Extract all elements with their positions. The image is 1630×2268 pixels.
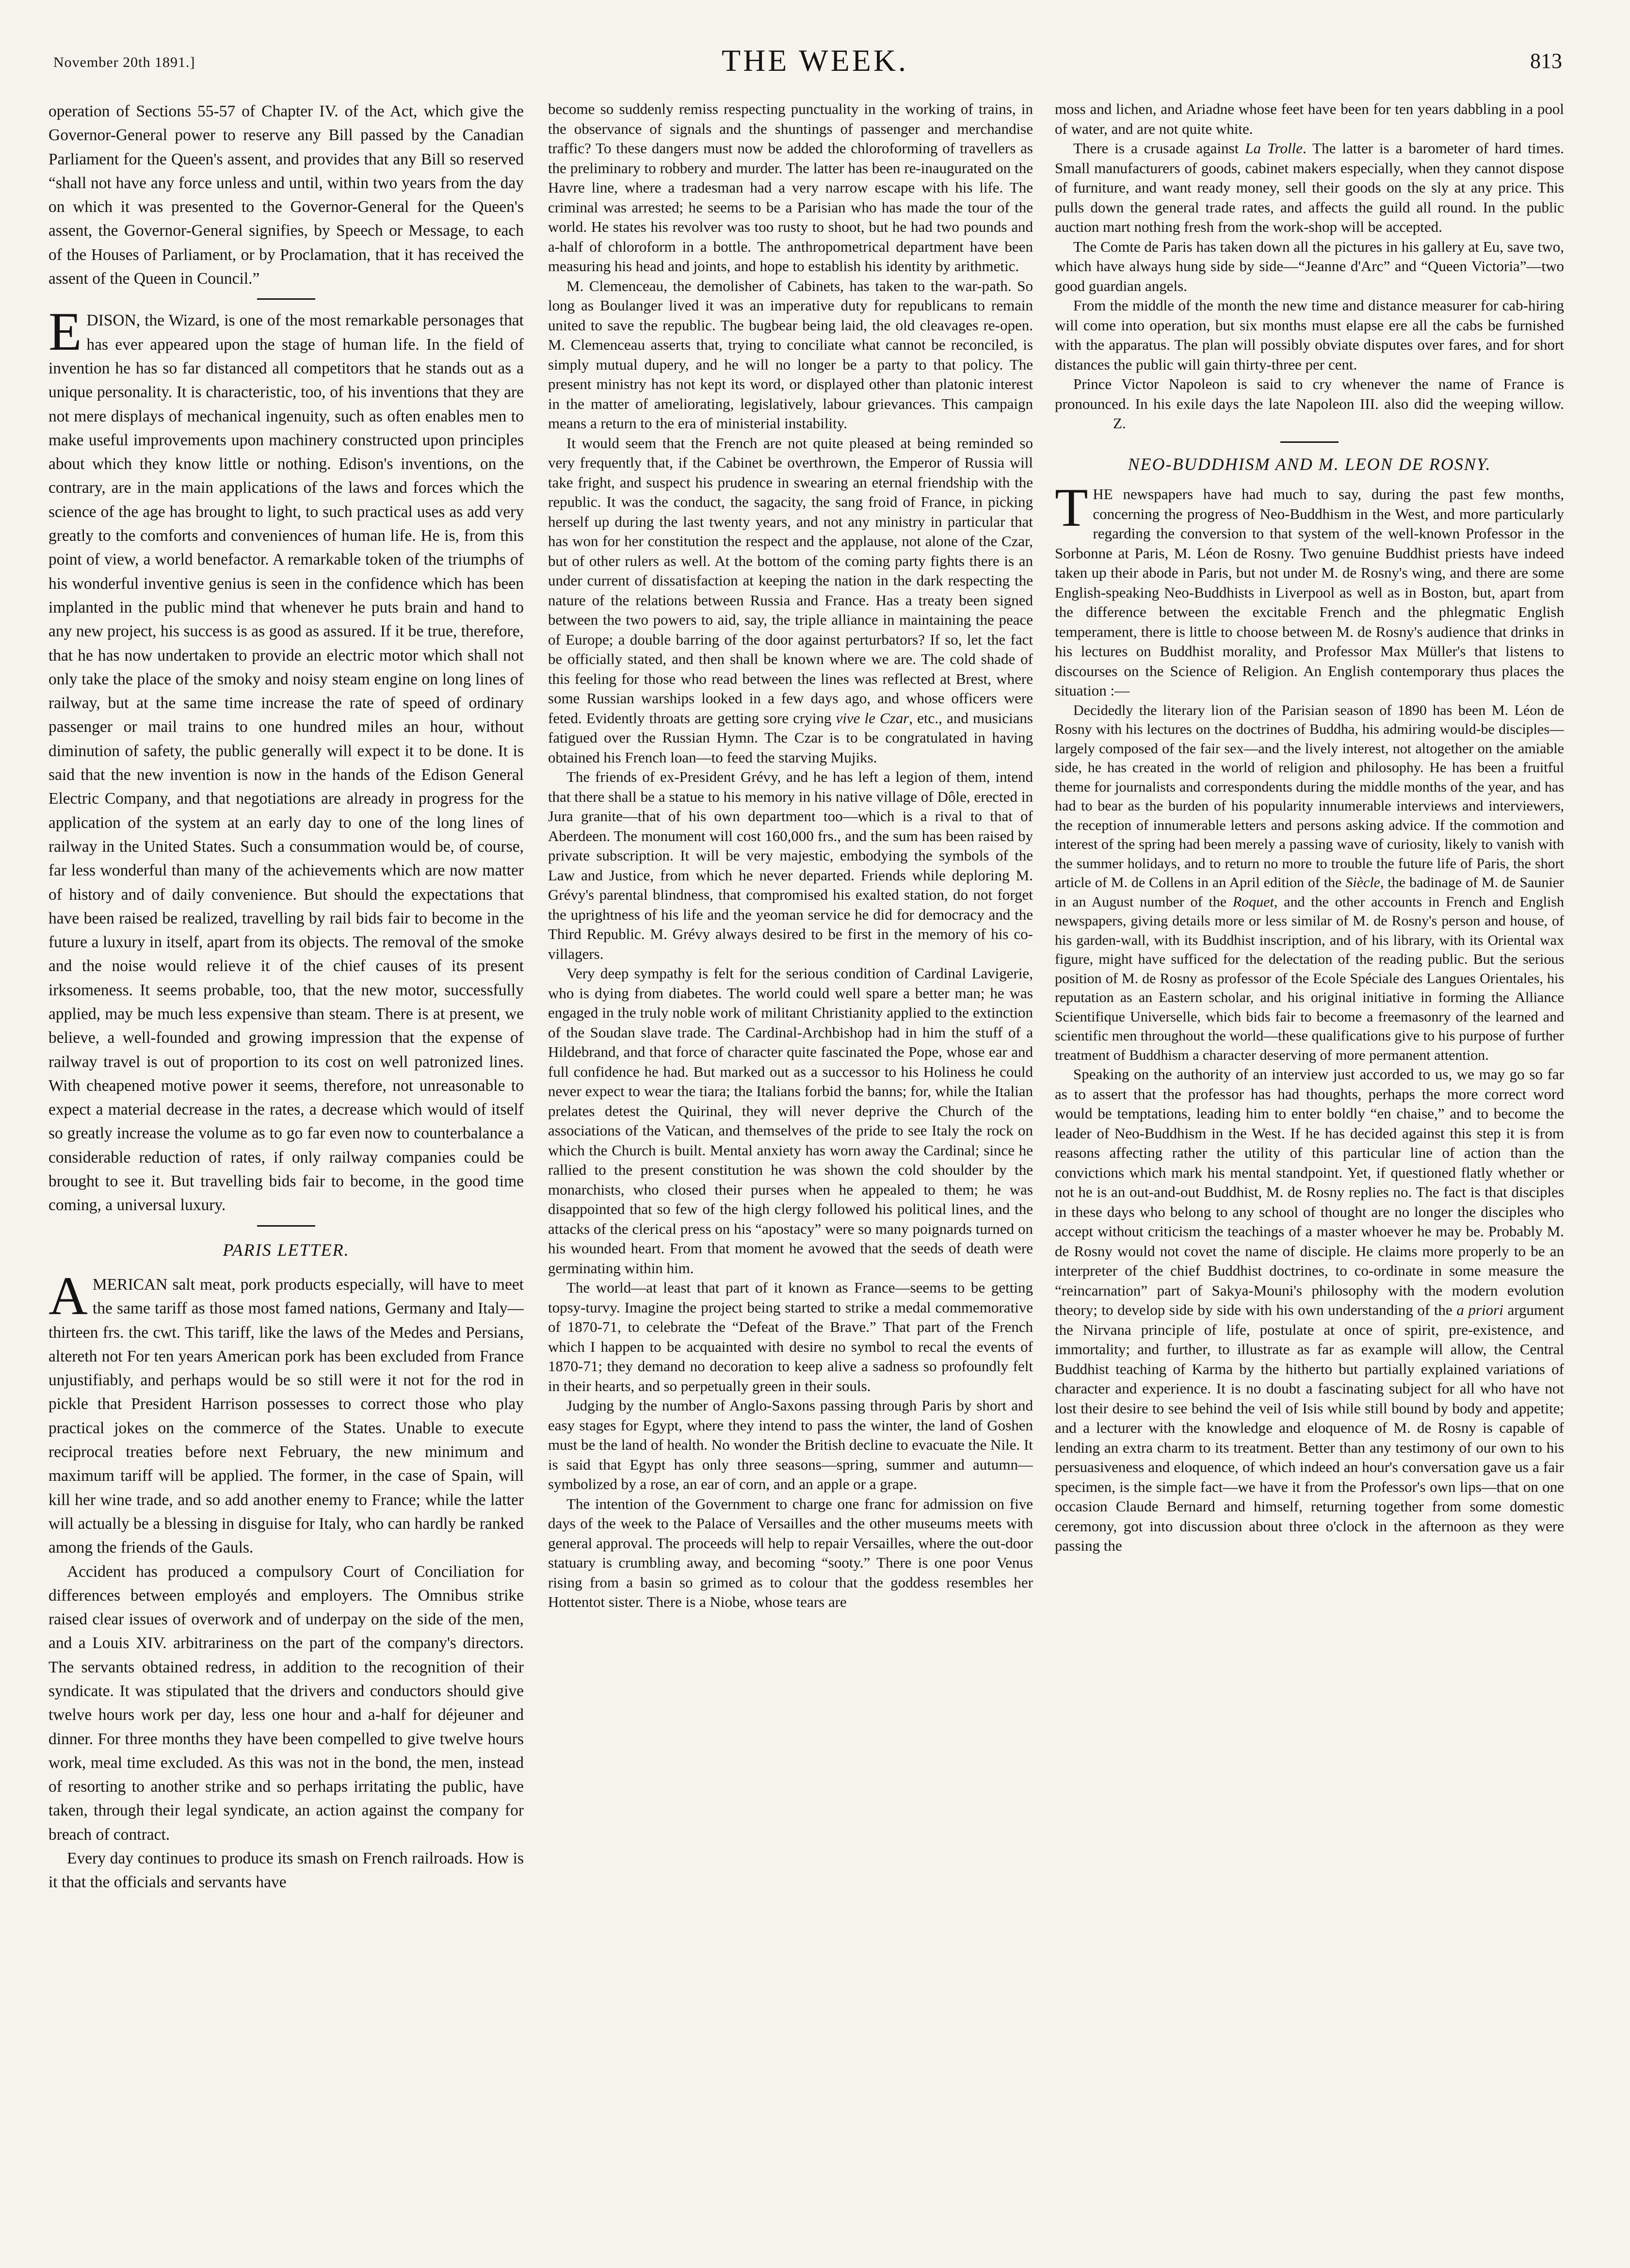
paris-letter-paragraph: The friends of ex-President Grévy, and he has left a legion of them, intend that there shall be a statue to his memory in his native village of Dôle, erected in Jura granite—that of his own department too—which is a rival to that of Aberdeen. The monument will cost 160,000 frs., and the sum has been raised by private subscription. It will be very majestic, embodying the symbols of the Law and Justice, from which he never departed. Friends while deploring M. Grévy's parental blindness, that compromised his exalted station, do not forget the uprightness of his life and the yeoman service he did for democracy and the Third Republic. M. Grévy always desired to be first in the memory of his co-villagers. (548, 768, 1033, 962)
paragraph-text: Prince Victor Napoleon is said to cry whenever the name of France is pronounced. In his exile days the late Napoleon III. also did the weeping willow. (1055, 375, 1564, 412)
paragraph-text: Speaking on the authority of an interview just accorded to us, we may go so far as to assert that the professor has had thoughts, perhaps the more correct word would be temptations, leading him to enter boldly “en chaise,” and to become the leader of Neo-Buddhism in the West. If he has decided against this step it is from reasons affecting rather the utility of this particular line of action than the convictions which mark his mental standpoint. Yet, if questioned flatly whether or not he is an out-and-out Buddhist, M. de Rosny replies no. The fact is that disciples in these days who belong to any school of thought are no longer the disciples who accept without criticism the teachings of a master whoever he may be. Probably M. de Rosny would not covet the name of disciple. He claims more properly to be an interpreter of the chief Buddhist doctrines, to co-ordinate in some measure the “reincarnation” part of Sakya-Mouni's philosophy with the modern evolution theory; to develop side by side with his own understanding of the (1055, 1066, 1564, 1318)
paragraph-text: There is a crusade against (1073, 140, 1245, 157)
paris-letter-paragraph: Every day continues to produce its smash on French railroads. How is it that the officials and servants have (48, 1849, 524, 1892)
paris-letter-paragraph (48, 1265, 524, 1560)
author-signature: Z. (1113, 415, 1126, 432)
paris-letter-paragraph: become so suddenly remiss respecting punctuality in the working of trains, in the observance of signals and the shuntings of passenger and merchandise traffic? To these dangers must now be added the chloroforming of travellers as the preliminary to robbery and murder. The latter has been re-inaugurated on the Havre line, where a tradesman had a very narrow escape with his life. The criminal was arrested; he seems to be a Parisian who has made the tour of the world. He states his revolver was too rusty to shoot, but he had two pounds and a-half of chloroform in a bottle. The anthropometrical department have been measuring his head and joints, and hope to establish his identity by arithmetic. (548, 100, 1033, 275)
neo-buddhism-paragraph (1055, 478, 1564, 701)
neo-buddhism-heading: NEO-BUDDHISM AND M. LEON DE ROSNY. (1128, 454, 1491, 474)
paris-letter-heading: PARIS LETTER. (223, 1240, 350, 1260)
paragraph-text: Decidedly the literary lion of the Parisian season of 1890 has been M. Léon de Rosny with his lectures on the doctrines of Buddha, his admiring would-be disciples—largely composed of the fair sex—and the lively interest, not altogether on the amiable side, he has created in the world of religion and philosophy. He has been a fruitful theme for journalists and correspondents during the middle months of the year, and has had to bear as the burden of his popularity innumerable interviews and interviewers, the reception of innumerable letters and persons asking advice. If the commotion and interest of the spring had been merely a passing wave of curiosity, likely to vanish with the summer holidays, and to return no more to trouble the future life of Paris, the short article of M. de Collens in an April edition of the (1055, 702, 1564, 891)
page-number: 813 (1530, 49, 1562, 73)
section-divider (1280, 441, 1339, 443)
paragraph-text: argument the Nirvana principle of life, postulate at once of spirit, pre-existence, and immortality; and further, to illustrate as far as example will allow, the Central Buddhist teaching of Karma by the hitherto but partially explained variations of character and experience. It is no doubt a fascinating subject for all who have not lost their desire to see behind the veil of Isis while still bound by body and appetite; and a lecturer with the knowledge and eloquence of M. de Rosny is capable of lending an extra charm to its treatment. Better than any testimony of our own to his persuasiveness and eloquence, of which indeed an hour's conversation gave us a fair specimen, is the simple fact—we have it from the Professor's own lips—that on one occasion Claude Bernard and himself, returning together from some domestic ceremony, got into discussion about three o'clock in the afternoon as they were passing the (1055, 1301, 1564, 1554)
masthead-title: THE WEEK. (721, 43, 909, 78)
paragraph-text: , and the other accounts in French and English newspapers, giving details more or less similar of M. de Rosny's person and house, of his garden-wall, with its Buddhist inscription, and of his library, with its Oriental wax figure, might have sufficed for the delectation of the reading public. But the serious position of M. de Rosny as professor of the Ecole Spéciale des Langues Orientales, his reputation as an Eastern scholar, and his original initiative in forming the Alliance Scientifique Universelle, which bids fair to become a freemasonry of the learned and scientific men throughout the world—these qualifications give to his purpose of further treatment of Buddhism a character deserving of more permanent attention. (1055, 893, 1564, 1063)
italic-phrase: Siècle (1345, 875, 1380, 891)
issue-date: November 20th 1891.] (53, 54, 195, 70)
paragraph-text: . The latter is a barometer of hard times. Small manufacturers of goods, cabinet makers especially, when they cannot dispose of furniture, and want ready money, sell their goods on the sly at any price. This pulls down the general trade rates, and affects the guild all round. In the public auction mart nothing fresh from the work-shop will be accepted. (1055, 140, 1564, 235)
paris-letter-paragraph (1055, 139, 1564, 237)
paris-letter-paragraph: The world—at least that part of it known as France—seems to be getting topsy-turvy. Imagine the project being started to strike a medal commemorative of 1870-71, to celebrate the “Defeat of the Brave.” That part of the French which I happen to be acquainted with desire no symbol to recal the events of 1870-71; they demand no decoration to keep alive a sadness so profoundly felt in their hearts, and so perpetually green in their souls. (548, 1279, 1033, 1394)
paragraph-text: HE newspapers have had much to say, during the past few months, concerning the progress of Neo-Buddhism in the West, and more particularly regarding the conversion to that system of the well-known Professor in the Sorbonne at Paris, M. Léon de Rosny. Two genuine Buddhist priests have indeed taken up their abode in Paris, but not under M. de Rosny's wing, and there are some English-speaking Neo-Buddhists in Liverpool as well as in Boston, but, apart from the difference between the excitable French and the phlegmatic English temperament, there is little to choose between M. de Rosny's audience that drinks in his lectures on Buddhist morality, and Professor Max Müller's that listens to discourses on the Science of Religion. An English contemporary thus places the situation :— (1055, 486, 1564, 699)
paris-letter-text: MERICAN salt meat, pork products especially, will have to meet the same tariff as those most famed nations, Germany and Italy—thirteen frs. the cwt. This tariff, like the laws of the Medes and Persians, altereth not For ten years American pork has been excluded from France unjustifiably, and perhaps would be so still were it not for the rod in pickle that President Harrison possesses to correct those who play practical jokes on the commerce of the States. Unable to execute reciprocal treaties before next February, the new minimum and maximum tariff will be applied. The former, in the case of Spain, will kill her wine trade, and so add another enemy to France; while the latter will actually be a blessing in disguise for Italy, who can hardly be ranked among the friends of the Gauls. (48, 1275, 524, 1557)
paris-letter-paragraph: M. Clemenceau, the demolisher of Cabinets, has taken to the war-path. So long as Boulanger lived it was an imperative duty for republicans to remain united to save the republic. The bugbear being laid, the old cleavages re-open. M. Clemenceau asserts that, trying to conciliate what cannot be reconciled, is simply mutual dupery, and he will no longer be a party to that policy. The present ministry has not kept its word, or displayed other than platonic interest in the matter of ameliorating, legislatively, labour grievances. This campaign means a return to the era of ministerial instability. (548, 277, 1033, 432)
column-1 (48, 99, 524, 2253)
paris-letter-paragraph: Very deep sympathy is felt for the serious condition of Cardinal Lavigerie, who is dying from diabetes. The world could well spare a better man; he was engaged in the truly noble work of militant Christianity applied to the extinction of the Soudan slave trade. The Cardinal-Archbishop had in him the stuff of a Hildebrand, and that force of character quite fascinated the Pope, whose ear and full confidence he had. But marked out as a successor to his Holiness he could never expect to wear the tiara; the Italians forbid the banns; for, while the Italian prelates detest the Quirinal, they will never deprive the Church of the associations of the Vatican, and themselves of the pride to see Italy the rock on which the Church is built. Mental anxiety has worn away the Cardinal; since he rallied to the present constitution he was shown the cold shoulder by the monarchists, who closed their purses when he appealed to them; he was disappointed that so few of the high clergy followed his political lines, and the attacks of the clerical press on his “apostacy” were so many poignards turned on his wounded heart. From that moment he avowed that the seeds of death were germinating within him. (548, 965, 1033, 1277)
neo-drop-cap: T (1055, 478, 1088, 538)
paris-letter-paragraph: The intention of the Government to charge one franc for admission on five days of the week to the Palace of Versailles and the other museums meets with general approval. The proceeds will help to repair Versailles, where the out-door statuary is crumbling away, and becoming “sooty.” There is one poor Venus rising from a basin so grimed as to colour that the goddess resembles her Hottentot sister. There is a Niobe, whose tears are (548, 1495, 1033, 1610)
column-3 (1055, 99, 1564, 2253)
italic-phrase: Roquet (1232, 893, 1274, 910)
section-divider (257, 298, 315, 300)
paragraph-text: , etc., and musicians fatigued over the Russian Hymn. The Czar is to be congratulated in having obtained his French loan—to feed the starving Mujiks. (548, 709, 1033, 766)
paris-letter-paragraph: The Comte de Paris has taken down all the pictures in his gallery at Eu, save two, which have always hung side by side—“Jeanne d'Arc” and “Queen Victoria”—two good guardian angels. (1055, 238, 1564, 294)
quoted-extract (1055, 701, 1564, 1065)
column-2 (548, 99, 1033, 2253)
italic-phrase: vive le Czar (836, 709, 909, 727)
edison-article-text: DISON, the Wizard, is one of the most remarkable personages that has ever appeared upon the stage of human life. In the field of invention he has so far distanced all competitors that he stands out as a unique personality. It is characteristic, too, of his inventions that they are not mere displays of mechanical ingenuity, such as often enables men to make useful improvements upon machinery constructed upon principles about which they know little or nothing. Edison's inventions, on the contrary, are in the main applications of the laws and forces which the science of the age has brought to light, to such practical uses as add very greatly to the comforts and conveniences of human life. He is, from this point of view, a world benefactor. A remarkable token of the triumphs of his wonderful inventive genius is seen in the confidence which has been implanted in the public mind that whenever he puts brain and hand to any new project, his success is as good as assured. If it be true, therefore, that he has now undertaken to provide an electric motor which shall not only take the place of the smoky and noisy steam engine on long lines of railway, but at the same time increase the rate of speed of ordinary passenger or mail trains to one hundred miles an hour, without diminution of safety, the public generally will expect it to be done. It is said that the new invention is now in the hands of the Edison General Electric Company, and that negotiations are already in progress for the application of the system at an early day to one of the long lines of railway in the United States. Such a consummation would be, of course, far less wonderful than many of the achievements which are now matter of history and of daily convenience. But should the expectations that have been raised be realized, travelling by rail bids fair to become in the future a luxury in itself, apart from its objects. The removal of the smoke and the noise would relieve it of the chief causes of its present irksomeness. It seems probable, too, that the new motor, successfully applied, may be much less expensive than steam. There is at present, we believe, a well-founded and growing impression that the expense of railway travel is out of proportion to its cost on well patronized lines. With cheapened motive power it seems, therefore, not unreasonable to expect a material decrease in the rates, a decrease which would of itself so greatly increase the volume as to go far even now to counterbalance a considerable reduction of rates, if only railway companies could be brought to see it. But travelling bids fair to become, in the good time coming, a universal luxury. (48, 311, 524, 1215)
edison-article (48, 302, 524, 1217)
paris-letter-paragraph (548, 434, 1033, 768)
paris-letter-paragraph: From the middle of the month the new time and distance measurer for cab-hiring will come into operation, but six months must elapse ere all the cabs be furnished with the apparatus. The plan will possibly obviate disputes over fares, and for short distances the public will gain thirty-three per cent. (1055, 297, 1564, 373)
paragraph-text: It would seem that the French are not quite pleased at being reminded so very frequently that, if the Cabinet be overthrown, the Emperor of Russia will take fright, and suspect his prudence in swearing an eternal friendship with the republic. It was the conduct, the sagacity, the sang froid of France, in picking herself up during the last twenty years, and not any ministry in particular that has won for her constitution the respect and the applause, not alone of the Czar, but of other rulers as well. At the bottom of the coming party fights there is an under current of dissatisfaction at keeping the nation in the dark respecting the nature of the relations between Russia and France. Has a treaty been signed between the two powers to aid, say, the triple alliance in maintaining the peace of Europe; a double barring of the door against perturbators? If so, let the fact be officially stated, and then shall be known where we are. The cold shade of this feeling for those who read between the lines was reflected at Brest, where some Russian warships looked in a few days ago, and whose officers were feted. Evidently throats are getting sore crying (548, 434, 1033, 727)
paris-letter-paragraph: moss and lichen, and Ariadne whose feet have been for ten years dabbling in a pool of water, and are not quite white. (1055, 100, 1564, 137)
edison-drop-cap: E (48, 302, 82, 362)
paris-letter-paragraph: Judging by the number of Anglo-Saxons passing through Paris by short and easy stages for Egypt, where they intend to pass the winter, the land of Goshen must be the land of health. No wonder the British decline to evacuate the Nile. It is said that Egypt has only three seasons—spring, summer and autumn—symbolized by a rose, an ear of corn, and an apple or a grape. (548, 1397, 1033, 1492)
canada-act-paragraph: operation of Sections 55-57 of Chapter IV. of the Act, which give the Governor-General power to reserve any Bill passed by the Canadian Parliament for the Queen's assent, and provides that any Bill so reserved “shall not have any force unless and until, within two years from the day on which it was presented to the Governor-General for the Queen's assent, the Governor-General signifies, by Speech or Message, to each of the Houses of Parliament, or by Proclamation, that it has received the assent of the Queen in Council.” (48, 102, 524, 288)
section-divider (257, 1225, 315, 1227)
paris-drop-cap: A (48, 1265, 88, 1326)
paris-letter-paragraph: Accident has produced a compulsory Court of Conciliation for differences between employés and employers. The Omnibus strike raised clear issues of overwork and of underpay on the side of the men, and a Louis XIV. arbitrariness on the part of the company's directors. The servants obtained redress, in addition to the recognition of their syndicate. It was stipulated that the drivers and conductors should give twelve hours work per day, less one hour and a-half for déjeuner and dinner. For three months they have been compelled to give twelve hours work, meal time excluded. As this was not in the bond, the men, instead of resorting to another strike and so perhaps irritating the public, have taken, through their legal syndicate, an action against the company for breach of contract. (48, 1562, 524, 1844)
paragraph-text: , the badinage of M. de Saunier in an August number of the (1055, 875, 1564, 910)
italic-phrase: La Trolle (1245, 140, 1303, 157)
neo-buddhism-paragraph (1055, 1065, 1564, 1556)
italic-phrase: a priori (1456, 1301, 1503, 1318)
paris-letter-paragraph (1055, 374, 1564, 434)
